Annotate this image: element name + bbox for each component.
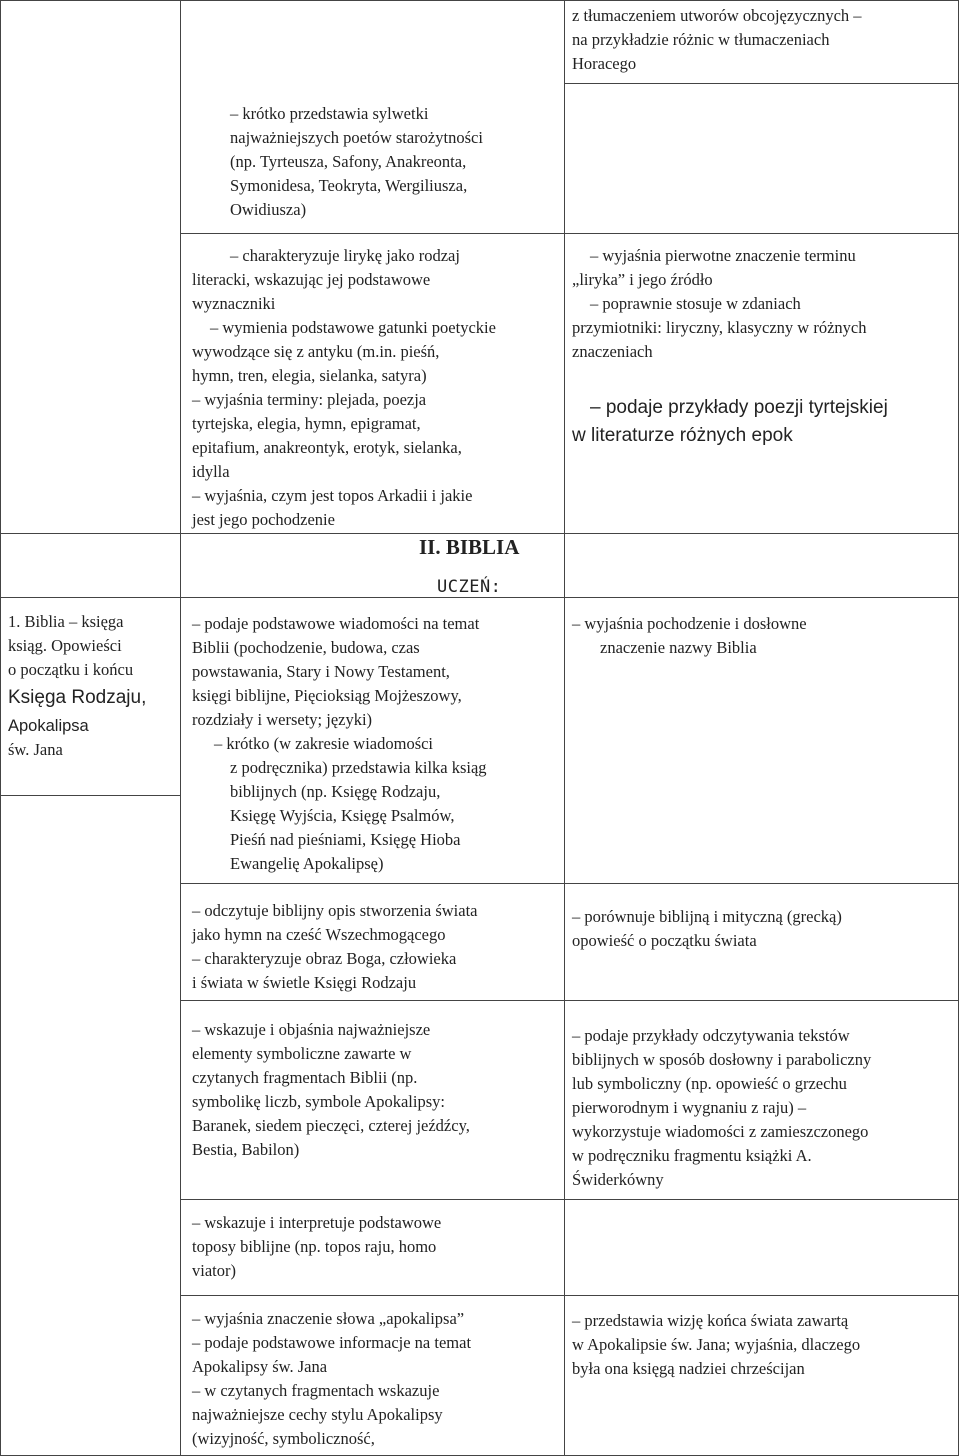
text-line: idylla: [192, 462, 230, 481]
text-line: pierworodnym i wygnaniu z raju) –: [572, 1098, 807, 1117]
text-line: Pieśń nad pieśniami, Księgę Hioba: [230, 830, 461, 849]
col2-symbols-cell: [192, 1018, 470, 1162]
topic-line: św. Jana: [8, 740, 63, 759]
text-line: – podaje przykłady poezji tyrtejskiej: [590, 397, 888, 418]
text-line: w literaturze różnych epok: [572, 425, 793, 446]
text-line: biblijnych (np. Księgę Rodzaju,: [230, 782, 441, 801]
text-line: i świata w świetle Księgi Rodzaju: [192, 973, 417, 992]
row-divider-topic: [0, 597, 959, 598]
topic-title: Księga Rodzaju,: [8, 687, 147, 708]
col2-apocalypse-cell: [192, 1307, 471, 1451]
text-line: (wizyjność, symboliczność,: [192, 1429, 375, 1448]
text-line: – wyjaśnia znaczenie słowa „apokalipsa”: [192, 1309, 465, 1328]
col1-topic-cell: [8, 610, 174, 762]
text-line: wykorzystuje wiadomości z zamieszczonego: [572, 1122, 869, 1141]
text-line: w Apokalipsie św. Jana; wyjaśnia, dlaczego: [572, 1335, 861, 1354]
text-line: hymn, tren, elegia, sielanka, satyra): [192, 366, 427, 385]
text-line: toposy biblijne (np. topos raju, homo: [192, 1237, 437, 1256]
col3-intro-cell: [572, 4, 862, 76]
col3-bible-name-cell: [572, 612, 807, 660]
topic-line: Apokalipsa: [8, 717, 89, 735]
col3-symbols-cell: [572, 1024, 871, 1192]
row-divider-topic-end: [0, 795, 181, 796]
row-divider-symbols: [180, 1199, 959, 1200]
text-line: jako hymn na cześć Wszechmogącego: [192, 925, 446, 944]
text-line: – odczytuje biblijny opis stworzenia świata: [192, 901, 478, 920]
col2-creation-cell: [192, 899, 477, 995]
text-line: w podręczniku fragmentu książki A.: [572, 1146, 812, 1165]
text-line: powstawania, Stary i Nowy Testament,: [192, 662, 450, 681]
row-divider-creation: [180, 1000, 959, 1001]
col3-creation-cell: [572, 905, 842, 953]
text-line: epitafium, anakreontyk, erotyk, sielanka,: [192, 438, 462, 457]
col3-lyric-cell: [572, 244, 866, 364]
text-line: lub symboliczny (np. opowieść o grzechu: [572, 1074, 847, 1093]
row-divider-topoi: [180, 1295, 959, 1296]
row-divider-section: [0, 533, 959, 534]
text-line: opowieść o początku świata: [572, 931, 757, 950]
col2-bible-basics-cell: [192, 612, 487, 876]
text-line: Księgę Wyjścia, Księgę Psalmów,: [230, 806, 455, 825]
text-line: – wskazuje i objaśnia najważniejsze: [192, 1020, 431, 1039]
col2-topoi-cell: [192, 1211, 441, 1283]
text-line: czytanych fragmentach Biblii (np.: [192, 1068, 418, 1087]
text-line: – wskazuje i interpretuje podstawowe: [192, 1213, 442, 1232]
text-line: „liryka” i jego źródło: [572, 270, 713, 289]
row-divider-intro: [564, 83, 959, 84]
text-line: Bestia, Babilon): [192, 1140, 300, 1159]
text-line: Baranek, siedem pieczęci, czterej jeźdźcy,: [192, 1116, 470, 1135]
text-line: jest jego pochodzenie: [192, 510, 335, 529]
text-line: Symonidesa, Teokryta, Wergiliusza,: [230, 176, 468, 195]
text-line: była ona księgą nadziei chrześcijan: [572, 1359, 805, 1378]
text-line: Apokalipsy św. Jana: [192, 1357, 328, 1376]
text-line: biblijnych w sposób dosłowny i paraboliczny: [572, 1050, 872, 1069]
text-line: najważniejsze cechy stylu Apokalipsy: [192, 1405, 443, 1424]
text-line: tyrtejska, elegia, hymn, epigramat,: [192, 414, 421, 433]
text-line: – wyjaśnia, czym jest topos Arkadii i jakie: [192, 486, 473, 505]
text-line: elementy symboliczne zawarte w: [192, 1044, 412, 1063]
text-line: – wymienia podstawowe gatunki poetyckie: [210, 318, 496, 337]
topic-line: o początku i końcu: [8, 660, 134, 679]
text-line: viator): [192, 1261, 236, 1280]
section-subheading: UCZEŃ:: [437, 577, 502, 597]
text-line: – wyjaśnia pierwotne znaczenie terminu: [590, 246, 856, 265]
text-line: na przykładzie różnic w tłumaczeniach: [572, 30, 830, 49]
text-line: – podaje podstawowe informacje na temat: [192, 1333, 472, 1352]
text-line: – krótko (w zakresie wiadomości: [214, 734, 434, 753]
text-line: wyznaczniki: [192, 294, 276, 313]
topic-line: 1. Biblia – księga: [8, 612, 124, 631]
text-line: Świderkówny: [572, 1170, 664, 1189]
col2-lyric-cell: [192, 244, 496, 532]
text-line: z tłumaczeniem utworów obcojęzycznych –: [572, 6, 862, 25]
col2-poets-cell: [230, 102, 483, 222]
text-line: – podaje podstawowe wiadomości na temat: [192, 614, 480, 633]
text-line: znaczeniach: [572, 342, 653, 361]
text-line: – porównuje biblijną i mityczną (grecką): [572, 907, 842, 926]
text-line: – wyjaśnia pochodzenie i dosłowne: [572, 614, 807, 633]
text-line: – podaje przykłady odczytywania tekstów: [572, 1026, 850, 1045]
table-border-left: [0, 0, 1, 1456]
table-border-right: [958, 0, 959, 1456]
col3-apocalypse-cell: [572, 1309, 860, 1381]
text-line: – przedstawia wizję końca świata zawartą: [572, 1311, 849, 1330]
text-line: symbolikę liczb, symbole Apokalipsy:: [192, 1092, 445, 1111]
text-line: Biblii (pochodzenie, budowa, czas: [192, 638, 420, 657]
text-line: Owidiusza): [230, 200, 307, 219]
text-line: przymiotniki: liryczny, klasyczny w różnych: [572, 318, 867, 337]
column-divider-1: [180, 0, 181, 1456]
text-line: literacki, wskazując jej podstawowe: [192, 270, 431, 289]
table-border-top: [0, 0, 959, 1]
text-line: (np. Tyrteusza, Safony, Anakreonta,: [230, 152, 467, 171]
text-line: z podręcznika) przedstawia kilka ksiąg: [230, 758, 487, 777]
text-line: Ewangelię Apokalipsę): [230, 854, 384, 873]
column-divider-2: [564, 0, 565, 1456]
text-line: – wyjaśnia terminy: plejada, poezja: [192, 390, 427, 409]
text-line: wywodzące się z antyku (m.in. pieśń,: [192, 342, 440, 361]
row-divider-bible-basics: [180, 883, 959, 884]
topic-line: ksiąg. Opowieści: [8, 636, 122, 655]
text-line: najważniejszych poetów starożytności: [230, 128, 483, 147]
section-heading: II. BIBLIA: [419, 535, 520, 559]
text-line: księgi biblijne, Pięcioksiąg Mojżeszowy,: [192, 686, 462, 705]
col3-tyrtaeus-cell: [572, 394, 888, 450]
text-line: znaczenie nazwy Biblia: [600, 638, 757, 657]
text-line: Horacego: [572, 54, 637, 73]
text-line: – poprawnie stosuje w zdaniach: [590, 294, 801, 313]
text-line: – w czytanych fragmentach wskazuje: [192, 1381, 440, 1400]
text-line: – charakteryzuje lirykę jako rodzaj: [230, 246, 460, 265]
row-divider-lyric: [180, 233, 959, 234]
text-line: rozdziały i wersety; języki): [192, 710, 373, 729]
text-line: – krótko przedstawia sylwetki: [230, 104, 429, 123]
text-line: – charakteryzuje obraz Boga, człowieka: [192, 949, 457, 968]
